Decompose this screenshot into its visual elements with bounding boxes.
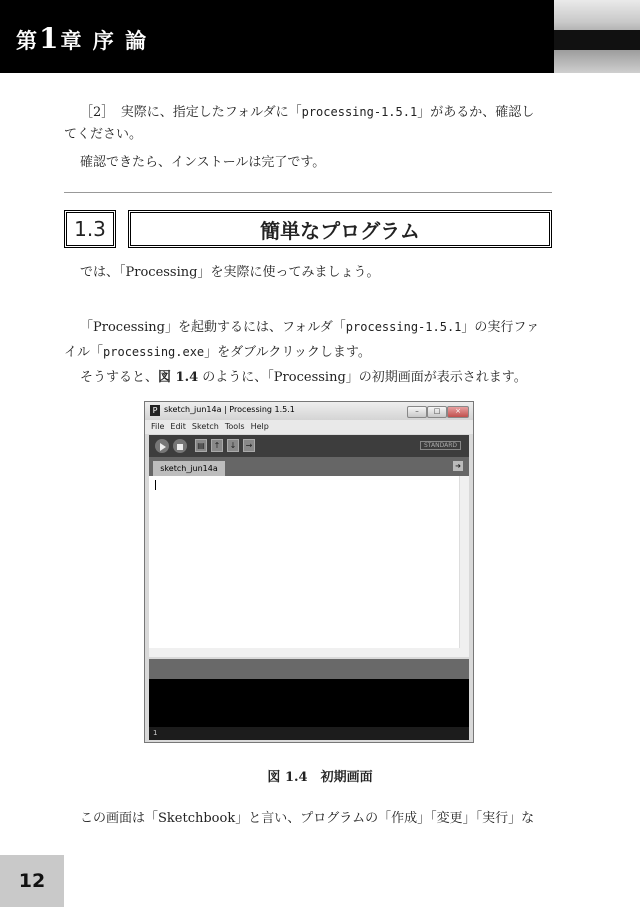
text: 「Processing」を起動するには、フォルダ「 [80,320,346,335]
processing-window-screenshot [144,401,474,743]
text: ［2］ 実際に、指定したフォルダに「 [80,105,302,120]
chapter-prefix: 第 [16,28,39,53]
paragraph-step2-cont: てください。 [64,127,143,142]
paragraph-install-complete: 確認できたら、インストールは完了です。 [80,155,326,170]
save-icon: ↓ [227,439,239,452]
text: 」をダブルクリックします。 [204,345,371,360]
console-area [149,679,469,727]
menu-tools: Tools [224,422,245,431]
run-icon [155,439,169,453]
line-status: 1 [149,727,469,740]
message-area [149,659,469,679]
maximize-icon: □ [427,406,447,418]
minimize-icon: – [407,406,427,418]
section-number: 1.3 [64,210,116,248]
figure-reference: 図 1.4 [158,370,199,385]
menu-file: File [151,422,165,431]
text-caret [155,480,156,490]
code-exe: processing.exe [103,345,205,359]
divider [64,192,552,193]
processing-app-icon: P [150,405,160,416]
code-folder: processing-1.5.1 [301,105,418,119]
chapter-suffix: 章 [60,28,84,53]
export-icon: → [243,439,255,452]
open-icon: ↑ [211,439,223,452]
paragraph-intro: では、「Processing」を実際に使ってみましょう。 [80,265,380,280]
figure-caption: 図 1.4 初期画面 [267,770,373,785]
page-number: 12 [18,870,46,892]
chapter-number: 1 [39,22,61,55]
paragraph-launch-cont [64,341,371,364]
section-title: 簡単なプログラム [128,210,552,248]
window-titlebar [145,402,473,420]
paragraph-launch [80,316,539,339]
tab-bar [149,457,469,476]
menu-help: Help [250,422,269,431]
tab-sketch: sketch_jun14a [153,461,225,476]
paragraph-figure-ref [80,367,527,389]
menu-bar [145,420,473,434]
mode-label: STANDARD [420,441,461,450]
chapter-header [0,0,640,73]
chapter-name: 序 論 [92,28,149,53]
window-title: sketch_jun14a | Processing 1.5.1 [164,405,295,414]
tab-menu-arrow-icon: ➜ [453,461,463,471]
horizontal-scrollbar [149,648,469,657]
menu-sketch: Sketch [191,422,219,431]
chapter-title [16,22,148,55]
close-icon: × [447,406,469,418]
text: 」の実行ファ [461,320,540,335]
text: 」があるか、確認し [417,105,535,120]
toolbar [149,435,469,457]
stop-icon [173,439,187,453]
text: イル「 [64,345,104,360]
paragraph-sketchbook: この画面は「Sketchbook」と言い、プログラムの「作成」「変更」「実行」な [80,811,535,826]
text: のように、「Processing」の初期画面が表示されます。 [198,370,527,385]
header-photo [554,0,640,73]
vertical-scrollbar [459,476,469,648]
new-icon: ▤ [195,439,207,452]
code-folder: processing-1.5.1 [345,320,462,334]
text: そうすると、 [80,370,159,385]
menu-edit: Edit [170,422,186,431]
code-editor [149,476,469,648]
paragraph-step2 [80,101,534,124]
